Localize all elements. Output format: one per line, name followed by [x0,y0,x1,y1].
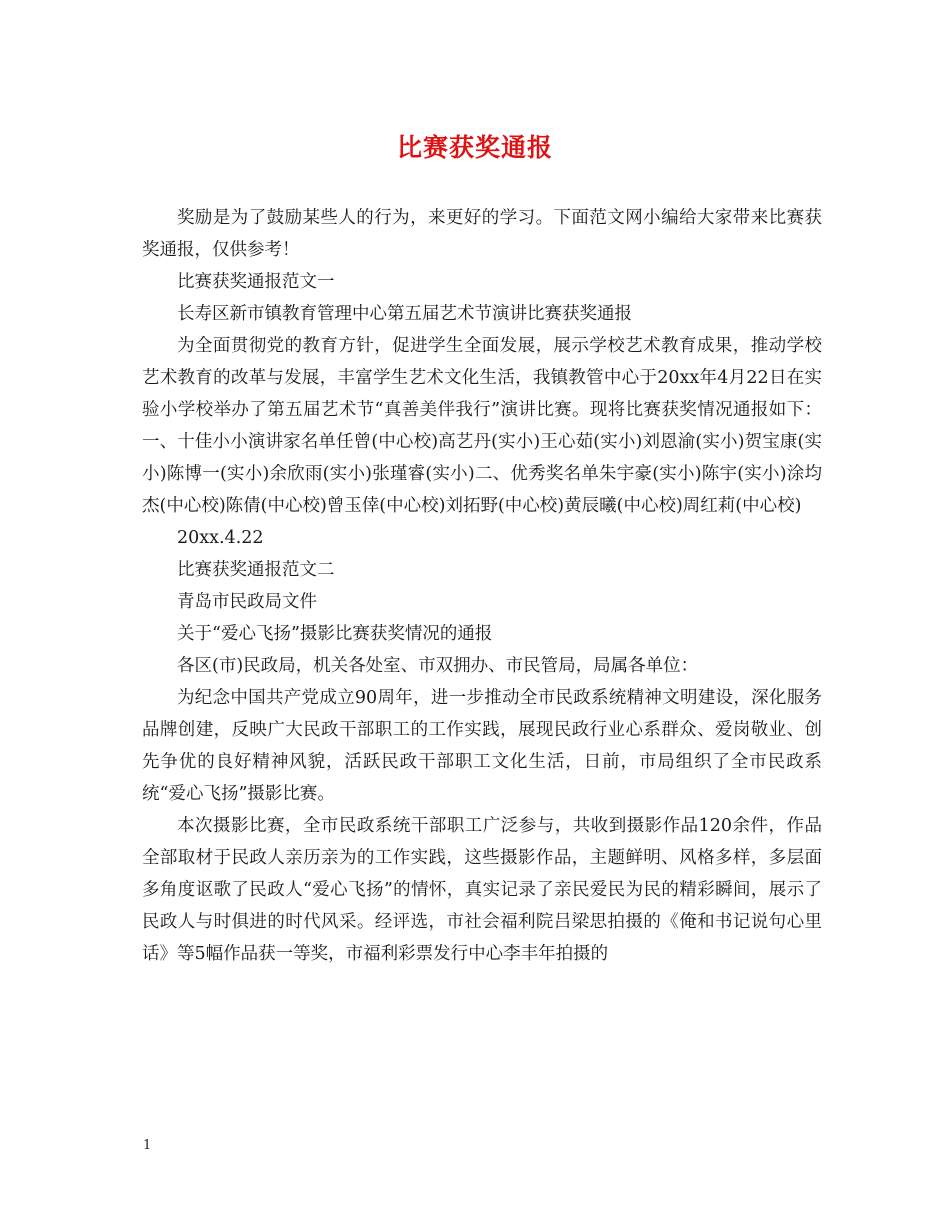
section-heading-sample-two: 比赛获奖通报范文二 [177,560,335,580]
document-body [142,202,822,970]
intro-paragraph: 奖励是为了鼓励某些人的行为，来更好的学习。下面范文网小编给大家带来比赛获奖通报，仅供参考！ [142,208,822,260]
section-heading-sample-one: 比赛获奖通报范文一 [177,272,335,292]
notice-title-two: 关于“爱心飞扬”摄影比赛获奖情况的通报 [177,624,493,644]
page-number: 1 [143,1138,152,1153]
body-paragraph: 为全面贯彻党的教育方针，促进学生全面发展，展示学校艺术教育成果，推动学校艺术教育的改革与发展，丰富学生艺术文化生活，我镇教管中心于20xx年4月22日在实验小学校举办了第五届艺术节“真善美伴我行”演讲比赛。现将比赛获奖情况通报如下：一、十佳小小演讲家名单任曾(中心校)高艺丹(实小)王心茹(实小)刘恩渝(实小)贺宝康(实小)陈博一(实小)余欣雨(实小)张瑾睿(实小)二、优秀奖名单朱宇豪(实小)陈宇(实小)涂均杰(中心校)陈倩(中心校)曾玉倖(中心校)刘拓野(中心校)黄辰曦(中心校)周红莉(中心校) [142,336,822,516]
issuer-line: 青岛市民政局文件 [177,592,317,612]
addressee-line: 各区(市)民政局，机关各处室、市双拥办、市民管局，局属各单位： [177,656,699,676]
date-line: 20xx.4.22 [177,528,264,548]
notice-title-one: 长寿区新市镇教育管理中心第五届艺术节演讲比赛获奖通报 [177,304,632,324]
document-title: 比赛获奖通报 [396,133,553,162]
body-paragraph: 本次摄影比赛，全市民政系统干部职工广泛参与，共收到摄影作品120余件，作品全部取材于民政人亲历亲为的工作实践，这些摄影作品，主题鲜明、风格多样，多层面多角度讴歌了民政人“爱心飞扬”的情怀，真实记录了亲民爱民为民的精彩瞬间，展示了民政人与时俱进的时代风采。经评选，市社会福利院吕梁思拍摄的《俺和书记说句心里话》等5幅作品获一等奖，市福利彩票发行中心李丰年拍摄的 [142,816,822,964]
body-paragraph: 为纪念中国共产党成立90周年，进一步推动全市民政系统精神文明建设，深化服务品牌创建，反映广大民政干部职工的工作实践，展现民政行业心系群众、爱岗敬业、创先争优的良好精神风貌，活跃民政干部职工文化生活，日前，市局组织了全市民政系统“爱心飞扬”摄影比赛。 [142,688,822,804]
